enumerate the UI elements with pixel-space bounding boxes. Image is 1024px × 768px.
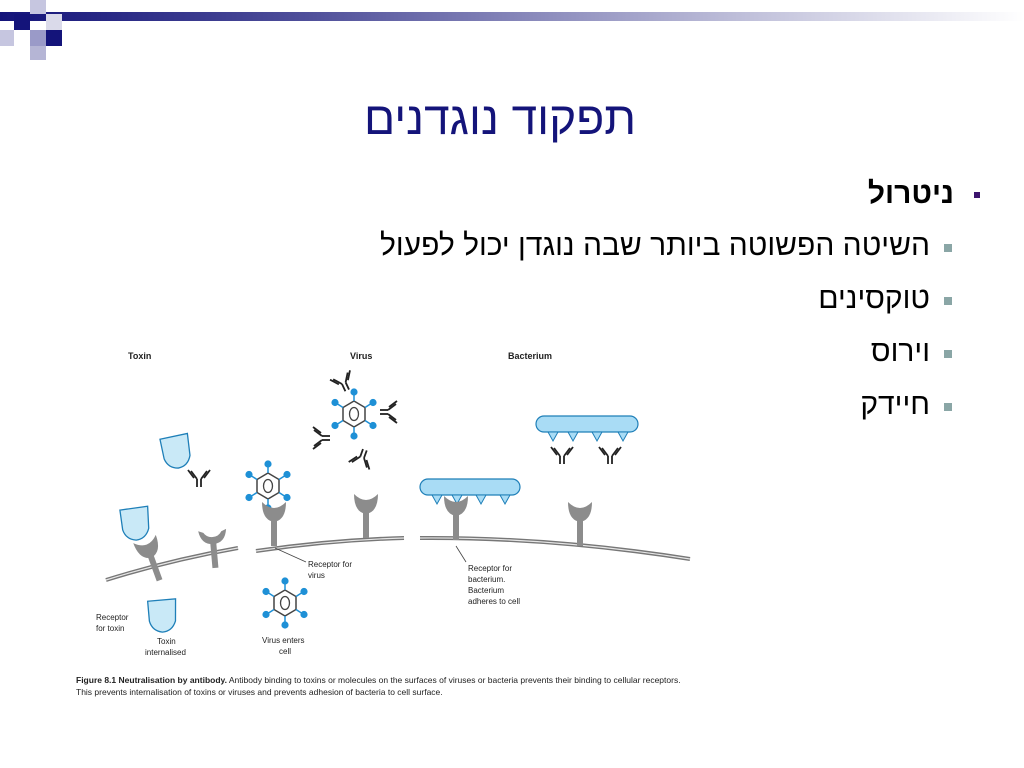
antibody-icon	[188, 470, 210, 487]
bacterium-panel	[420, 416, 638, 606]
toxin-icon	[120, 506, 152, 542]
annotation-receptor-bacterium: bacterium.	[468, 575, 506, 584]
toxin-icon	[148, 599, 179, 633]
receptor-icon	[133, 535, 171, 585]
annotation-receptor-virus: virus	[308, 571, 325, 580]
bacterium-icon	[420, 479, 520, 504]
virus-icon	[331, 388, 376, 439]
antibody-icon	[380, 401, 397, 423]
virus-icon	[262, 577, 307, 628]
bullet-text: השיטה הפשוטה ביותר שבה נוגדן יכול לפעול	[380, 229, 930, 262]
annotation-receptor-bacterium: adheres to cell	[468, 597, 521, 606]
bullet-toxins	[234, 277, 930, 321]
bullet-text: ניטרול	[867, 177, 954, 210]
panel-label-virus: Virus	[350, 351, 373, 361]
antibody-icon	[599, 447, 621, 464]
slide-title: תפקוד נוגדנים	[363, 92, 637, 144]
annotation-receptor-toxin: for toxin	[96, 624, 125, 633]
annotation-virus-enters: cell	[279, 647, 292, 656]
antibody-icon	[313, 427, 330, 449]
header-bar	[0, 12, 1024, 21]
bullet-text: וירוס	[870, 335, 930, 368]
receptor-icon	[354, 494, 378, 538]
caption-line-2: This prevents internalisation of toxins or viruses and prevents adhesion of bacteria to cell surface.	[76, 687, 443, 697]
neutralisation-diagram	[70, 340, 720, 670]
panel-label-bacterium: Bacterium	[508, 351, 553, 361]
bullet-neutralization	[234, 172, 954, 216]
neutralisation-figure	[70, 340, 720, 710]
toxin-icon	[160, 433, 194, 470]
antibody-icon	[551, 447, 573, 464]
antibody-icon	[349, 446, 375, 469]
toxin-panel	[96, 433, 229, 657]
receptor-icon	[568, 502, 592, 546]
figure-caption	[76, 674, 716, 698]
annotation-receptor-toxin: Receptor	[96, 613, 129, 622]
caption-line-1: Antibody binding to toxins or molecules on the surfaces of viruses or bacteria prevents their binding to cellular receptors.	[226, 675, 681, 685]
sub-bullet-marker-icon	[944, 244, 952, 252]
sub-bullet-marker-icon	[944, 350, 952, 358]
sub-bullet-marker-icon	[944, 297, 952, 305]
bullet-marker-icon	[974, 192, 980, 198]
bullet-simplest-method	[234, 224, 930, 268]
annotation-receptor-virus: Receptor for	[308, 560, 353, 569]
annotation-virus-enters: Virus enters	[262, 636, 305, 645]
annotation-receptor-bacterium: Bacterium	[468, 586, 505, 595]
annotation-receptor-bacterium: Receptor for	[468, 564, 513, 573]
bullet-text: חיידק	[860, 388, 930, 421]
annotation-toxin-internalised: Toxin	[157, 637, 176, 646]
panel-label-toxin: Toxin	[128, 351, 152, 361]
cell-membrane	[106, 538, 690, 580]
virus-panel	[245, 370, 397, 656]
receptor-icon	[444, 496, 468, 540]
virus-icon	[245, 460, 290, 511]
sub-bullet-marker-icon	[944, 403, 952, 411]
caption-label: Figure 8.1 Neutralisation by antibody.	[76, 675, 227, 685]
bacterium-icon	[536, 416, 638, 441]
annotation-toxin-internalised: internalised	[145, 648, 186, 657]
bullet-text: טוקסינים	[818, 282, 930, 315]
receptor-icon	[262, 502, 286, 546]
